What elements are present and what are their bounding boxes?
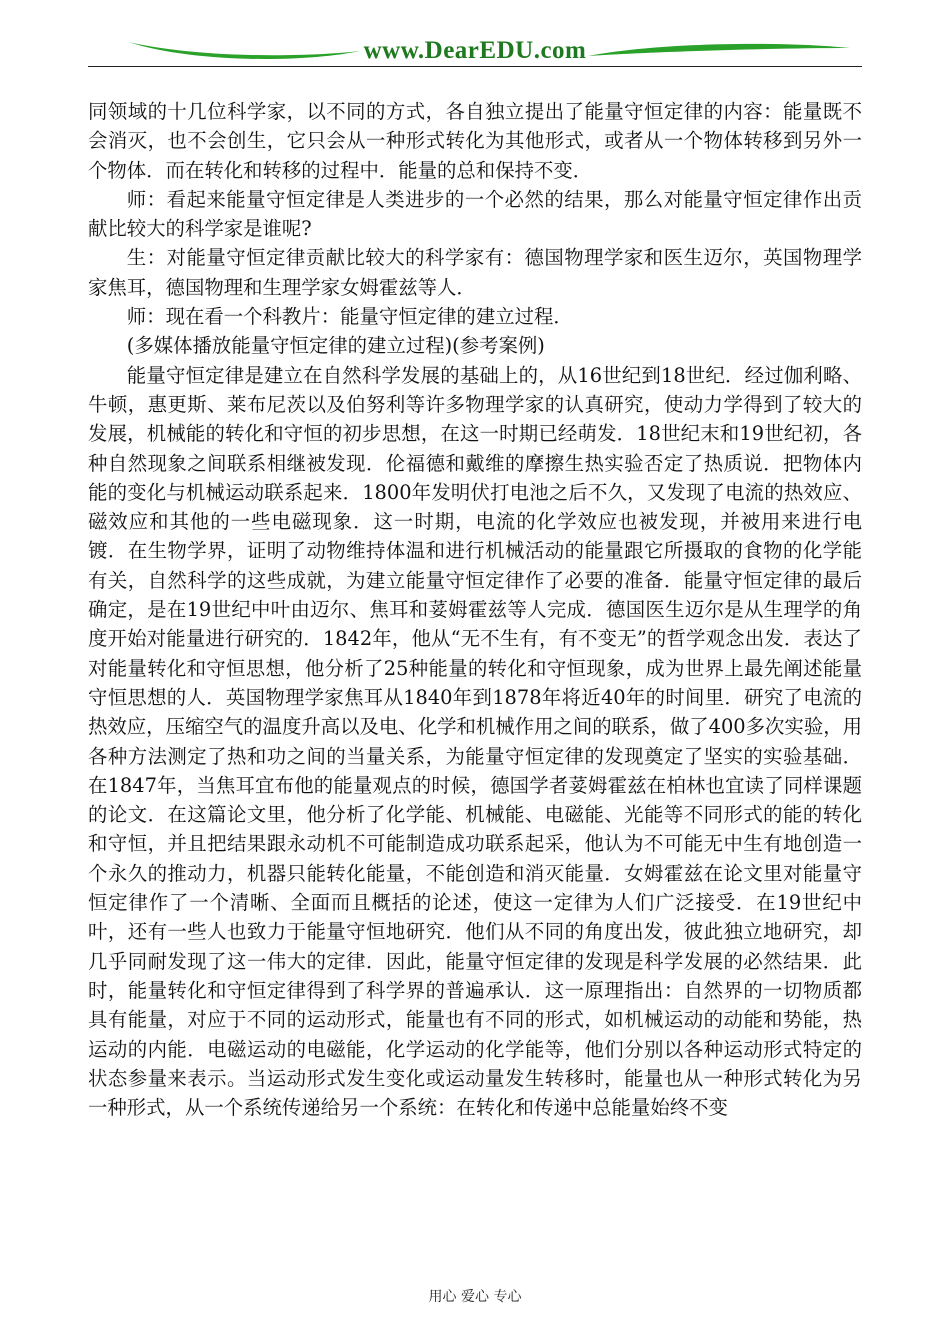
site-name[interactable]: www.DearEDU.com [363, 37, 587, 64]
paragraph-teacher-question: 师：看起来能量守恒定律是人类进步的一个必然的结果，那么对能量守恒定律作出贡献比较大的科学家是谁呢? [88, 187, 862, 241]
paragraph-teacher-film: 师：现在看一个科教片：能量守恒定律的建立过程． [126, 305, 573, 329]
header-rule [88, 66, 862, 67]
document-body [88, 97, 862, 1122]
paragraph-student-answer: 生：对能量守恒定律贡献比较大的科学家有：德国物理学家和医生迈尔，英国物理学家焦耳，德国物理和生理学家女姆霍兹等人． [88, 246, 862, 299]
paragraph-intro: 同领域的十几位科学家，以不同的方式，各自独立提出了能量守恒定律的内容：能量既不会消灭，也不会创生，它只会从一种形式转化为其他形式，或者从一个物体转移到另外一个物体．而在转化和转移的过程中．能量的总和保持不变． [88, 100, 862, 182]
paragraph-multimedia-note: (多媒体播放能量守恒定律的建立过程)(参考案例) [126, 334, 545, 358]
page-header [88, 34, 862, 70]
page-footer: 用心 爱心 专心 [428, 1289, 522, 1305]
paragraph-history: 能量守恒定律是建立在自然科学发展的基础上的，从16世纪到18世纪．经过伽利略、牛顿，惠更斯、莱布尼茨以及伯努利等许多物理学家的认真研究，使动力学得到了较大的发展，机械能的转化和守恒的初步思想，在这一时期已经萌发．18世纪末和19世纪初，各种自然现象之间联系相继被发现．伦福德和戴维的摩擦生热实验否定了热质说．把物体内能的变化与机械运动联系起来．1800年发明伏打电池之后不久，又发现了电流的热效应、磁效应和其他的一些电磁现象．这一时期，电流的化学效应也被发现，并被用来进行电镀．在生物学界，证明了动物维持体温和进行机械活动的能量跟它所摄取的食物的化学能有关，自然科学的这些成就，为建立能量守恒定律作了必要的准备．能量守恒定律的最后确定，是在19世纪中叶由迈尔、焦耳和荽姆霍兹等人完成．德国医生迈尔是从生理学的角度开始对能量进行研究的．1842年，他从“无不生有，有不变无”的哲学观念出发．表达了对能量转化和守恒思想，他分析了25种能量的转化和守恒现象，成为世界上最先阐述能量守恒思想的人．英国物理学家焦耳从1840年到1878年将近40年的时间里．研究了电流的热效应，压缩空气的温度升高以及电、化学和机械作用之间的联系，做了400多次实验，用各种方法测定了热和功之间的当量关系，为能量守恒定律的发现奠定了坚实的实验基础．在1847年，当焦耳宜布他的能量观点的时候，德国学者荽姆霍兹在柏林也宜读了同样课题的论文．在这篇论文里，他分析了化学能、机械能、电磁能、光能等不同形式的能的转化和守恒，并且把结果跟永动机不可能制造成功联系起采，他认为不可能无中生有地创造一个永久的推动力，机器只能转化能量，不能创造和消灭能量．女姆霍兹在论文里对能量守恒定律作了一个清晰、全面而且概括的论述，使这一定律为人们广泛接受．在19世纪中叶，还有一些人也致力于能量守恒地研究．他们从不同的角度出发，彼此独立地研究，却几乎同耐发现了这一伟大的定律．因此，能量守恒定律的发现是科学发展的必然结果．此时，能量转化和守恒定律得到了科学界的普遍承认．这一原理指出：自然界的一切物质都具有能量，对应于不同的运动形式，能量也有不同的形式，如机械运动的动能和势能，热运动的内能．电磁运动的电磁能，化学运动的化学能等，他们分别以各种运动形式特定的状态参量来表示。当运动形式发生变化或运动量发生转移时，能量也从一种形式转化为另一种形式，从一个系统传递给另一个系统：在转化和传递中总能量始终不变 [88, 363, 862, 1120]
